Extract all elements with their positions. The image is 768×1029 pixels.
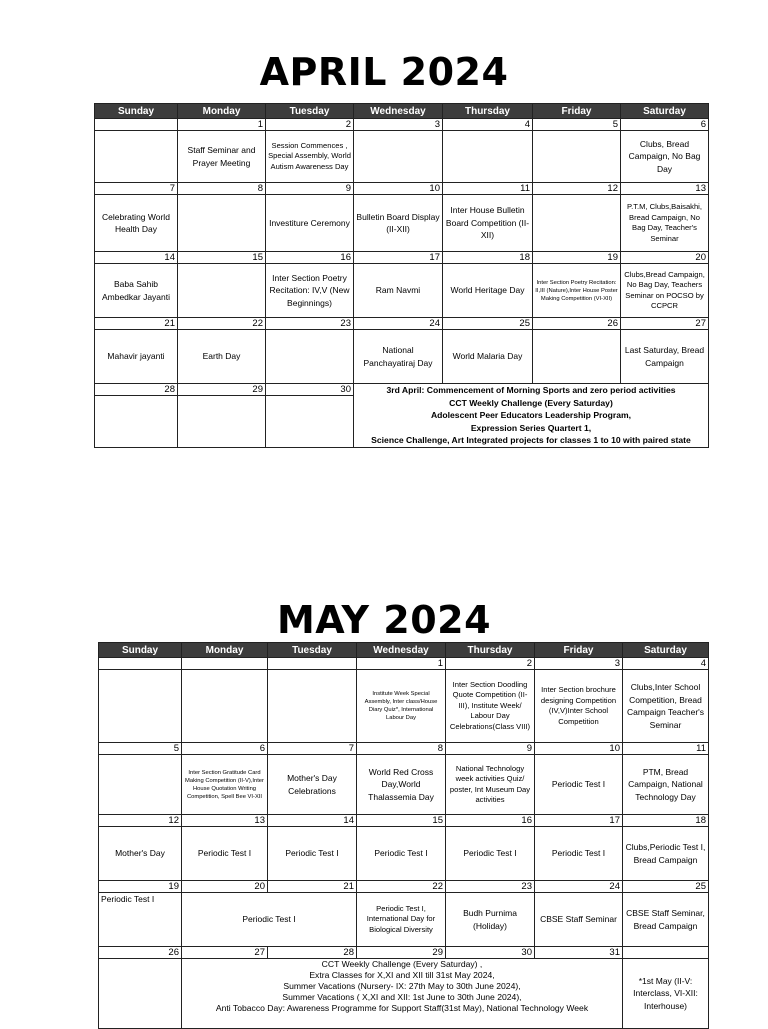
event-cell: Clubs,Bread Campaign, No Bag Day, Teachers Seminar on POCSO by CCPCR <box>621 264 709 318</box>
date-cell: 12 <box>533 183 621 195</box>
date-cell: 16 <box>266 252 354 264</box>
event-cell: Periodic Test I <box>268 827 357 881</box>
event-cell: CBSE Staff Seminar <box>535 893 623 947</box>
event-cell: Periodic Test I <box>182 827 268 881</box>
date-cell: 31 <box>535 947 623 959</box>
date-cell: 4 <box>623 658 709 670</box>
event-cell: Inter Section Poetry Recitation: IV,V (New Beginnings) <box>266 264 354 318</box>
event-cell <box>99 755 182 815</box>
date-cell: 21 <box>268 881 357 893</box>
date-cell: 29 <box>178 384 266 396</box>
date-cell <box>182 658 268 670</box>
date-cell: 3 <box>354 119 443 131</box>
april-notes <box>354 384 709 448</box>
date-cell: 13 <box>182 815 268 827</box>
date-cell: 8 <box>178 183 266 195</box>
header-thursday: Thursday <box>446 643 535 658</box>
header-tuesday: Tuesday <box>268 643 357 658</box>
date-cell: 5 <box>533 119 621 131</box>
header-tuesday: Tuesday <box>266 104 354 119</box>
date-cell <box>99 658 182 670</box>
event-cell: Baba Sahib Ambedkar Jayanti <box>95 264 178 318</box>
date-cell: 26 <box>99 947 182 959</box>
date-cell: 15 <box>357 815 446 827</box>
event-cell: Periodic Test I <box>182 893 357 947</box>
event-cell: National Panchayatiraj Day <box>354 330 443 384</box>
event-cell: Inter House Bulletin Board Competition (II-XII) <box>443 195 533 252</box>
date-cell: 20 <box>182 881 268 893</box>
event-cell <box>354 131 443 183</box>
event-cell: Periodic Test I <box>446 827 535 881</box>
may-title: MAY 2024 <box>276 598 492 642</box>
note-line: Summer Vacations (Nursery- IX: 27th May to 30th June 2024), <box>283 981 521 991</box>
date-cell: 23 <box>266 318 354 330</box>
header-wednesday: Wednesday <box>354 104 443 119</box>
event-cell <box>266 330 354 384</box>
event-cell: CBSE Staff Seminar, Bread Campaign <box>623 893 709 947</box>
event-cell <box>99 959 182 1029</box>
event-cell: Periodic Test I, International Day for Biological Diversity <box>357 893 446 947</box>
date-cell: 14 <box>268 815 357 827</box>
date-cell: 29 <box>357 947 446 959</box>
header-monday: Monday <box>182 643 268 658</box>
header-sunday: Sunday <box>95 104 178 119</box>
event-cell: Institute Week Special Assembly, Inter class/House Diary Quiz*, International Labour Day <box>357 670 446 743</box>
date-cell: 30 <box>446 947 535 959</box>
date-cell: 11 <box>623 743 709 755</box>
note-line: CCT Weekly Challenge (Every Saturday) , <box>321 959 483 969</box>
event-cell: Mother's Day <box>99 827 182 881</box>
date-cell: 6 <box>621 119 709 131</box>
event-cell <box>182 670 268 743</box>
event-cell <box>178 396 266 448</box>
date-cell: 22 <box>357 881 446 893</box>
event-cell: Inter Section Poetry Recitation: II,III (Nature),Inter House Poster Making Competition (VI-XII) <box>533 264 621 318</box>
date-cell: 10 <box>535 743 623 755</box>
event-cell: Inter Section Doodling Quote Competition (II-III), Institute Week/ Labour Day Celebrations(Class VIII) <box>446 670 535 743</box>
date-cell: 19 <box>533 252 621 264</box>
date-cell: 21 <box>95 318 178 330</box>
event-cell: Earth Day <box>178 330 266 384</box>
event-cell: Inter Section Gratitude Card Making Competition (II-V),Inter House Quotation Writing Competition, Spell Bee VI-XII <box>182 755 268 815</box>
header-saturday: Saturday <box>621 104 709 119</box>
date-cell: 1 <box>178 119 266 131</box>
date-cell <box>623 947 709 959</box>
header-friday: Friday <box>535 643 623 658</box>
date-cell: 25 <box>443 318 533 330</box>
date-cell: 30 <box>266 384 354 396</box>
event-cell: World Heritage Day <box>443 264 533 318</box>
date-cell <box>95 119 178 131</box>
may-notes <box>182 959 623 1029</box>
event-cell <box>533 195 621 252</box>
event-cell: Mother's Day Celebrations <box>268 755 357 815</box>
event-cell: World Red Cross Day,World Thalassemia Day <box>357 755 446 815</box>
event-cell: Budh Purnima (Holiday) <box>446 893 535 947</box>
event-cell: Mahavir jayanti <box>95 330 178 384</box>
event-cell: Clubs,Periodic Test I, Bread Campaign <box>623 827 709 881</box>
date-cell: 1 <box>357 658 446 670</box>
header-wednesday: Wednesday <box>357 643 446 658</box>
header-friday: Friday <box>533 104 621 119</box>
note-line: Extra Classes for X,XI and XII till 31st May 2024, <box>309 970 495 980</box>
event-cell <box>178 195 266 252</box>
date-cell: 28 <box>268 947 357 959</box>
date-cell: 20 <box>621 252 709 264</box>
date-cell: 24 <box>354 318 443 330</box>
header-saturday: Saturday <box>623 643 709 658</box>
header-thursday: Thursday <box>443 104 533 119</box>
event-cell: Ram Navmi <box>354 264 443 318</box>
event-cell: Periodic Test I <box>99 893 182 947</box>
april-title: APRIL 2024 <box>259 50 509 94</box>
note-line: Summer Vacations ( X,XI and XII: 1st June to 30th June 2024), <box>282 992 522 1002</box>
event-cell <box>95 396 178 448</box>
event-cell <box>268 670 357 743</box>
note-line: CCT Weekly Challenge (Every Saturday) <box>449 397 613 408</box>
date-cell: 27 <box>621 318 709 330</box>
date-cell: 17 <box>354 252 443 264</box>
note-line: Anti Tobacco Day: Awareness Programme for Support Staff(31st May), National Technology Week <box>215 1003 589 1013</box>
event-cell: National Technology week activities Quiz/ poster, Int Museum Day activities <box>446 755 535 815</box>
event-cell: Periodic Test I <box>535 755 623 815</box>
event-cell: Periodic Test I <box>357 827 446 881</box>
date-cell: 5 <box>99 743 182 755</box>
event-cell: Last Saturday, Bread Campaign <box>621 330 709 384</box>
note-line: 3rd April: Commencement of Morning Sports and zero period activities <box>386 385 676 396</box>
date-cell: 19 <box>99 881 182 893</box>
event-cell: Periodic Test I <box>535 827 623 881</box>
may-calendar <box>98 642 709 1029</box>
event-cell: PTM, Bread Campaign, National Technology Day <box>623 755 709 815</box>
event-cell <box>95 131 178 183</box>
event-cell: Bulletin Board Display (II-XII) <box>354 195 443 252</box>
date-cell: 14 <box>95 252 178 264</box>
date-cell: 7 <box>95 183 178 195</box>
event-cell: Investiture Ceremony <box>266 195 354 252</box>
date-cell: 3 <box>535 658 623 670</box>
date-cell: 2 <box>266 119 354 131</box>
event-cell: Celebrating World Health Day <box>95 195 178 252</box>
event-cell: World Malaria Day <box>443 330 533 384</box>
event-cell: Session Commences , Special Assembly, World Autism Awareness Day <box>266 131 354 183</box>
date-cell: 2 <box>446 658 535 670</box>
date-cell: 22 <box>178 318 266 330</box>
date-cell: 25 <box>623 881 709 893</box>
note-line: Expression Series Quartert 1, <box>470 422 592 433</box>
event-cell: Inter Section brochure designing Competition (IV,V)Inter School Competition <box>535 670 623 743</box>
event-cell: Clubs, Bread Campaign, No Bag Day <box>621 131 709 183</box>
date-cell: 10 <box>354 183 443 195</box>
date-cell <box>268 658 357 670</box>
event-cell <box>533 330 621 384</box>
event-cell <box>266 396 354 448</box>
event-cell: *1st May (II-V: Interclass, VI-XII: Interhouse) <box>623 959 709 1029</box>
header-sunday: Sunday <box>99 643 182 658</box>
event-cell: Staff Seminar and Prayer Meeting <box>178 131 266 183</box>
date-cell: 9 <box>446 743 535 755</box>
event-cell <box>99 670 182 743</box>
date-cell: 26 <box>533 318 621 330</box>
date-cell: 11 <box>443 183 533 195</box>
date-cell: 18 <box>623 815 709 827</box>
note-line: Science Challenge, Art Integrated projects for classes 1 to 10 with paired state <box>371 435 691 446</box>
date-cell: 12 <box>99 815 182 827</box>
date-cell: 16 <box>446 815 535 827</box>
date-cell: 15 <box>178 252 266 264</box>
date-cell: 24 <box>535 881 623 893</box>
date-cell: 9 <box>266 183 354 195</box>
event-cell <box>178 264 266 318</box>
date-cell: 8 <box>357 743 446 755</box>
date-cell: 28 <box>95 384 178 396</box>
date-cell: 4 <box>443 119 533 131</box>
date-cell: 6 <box>182 743 268 755</box>
header-monday: Monday <box>178 104 266 119</box>
event-cell <box>443 131 533 183</box>
date-cell: 7 <box>268 743 357 755</box>
event-cell: P.T.M, Clubs,Baisakhi, Bread Campaign, No Bag Day, Teacher's Seminar <box>621 195 709 252</box>
date-cell: 23 <box>446 881 535 893</box>
april-calendar <box>94 103 709 448</box>
date-cell: 17 <box>535 815 623 827</box>
event-cell: Clubs,Inter School Competition, Bread Campaign Teacher's Seminar <box>623 670 709 743</box>
date-cell: 27 <box>182 947 268 959</box>
note-line: Adolescent Peer Educators Leadership Program, <box>430 410 632 421</box>
event-cell <box>533 131 621 183</box>
date-cell: 13 <box>621 183 709 195</box>
date-cell: 18 <box>443 252 533 264</box>
